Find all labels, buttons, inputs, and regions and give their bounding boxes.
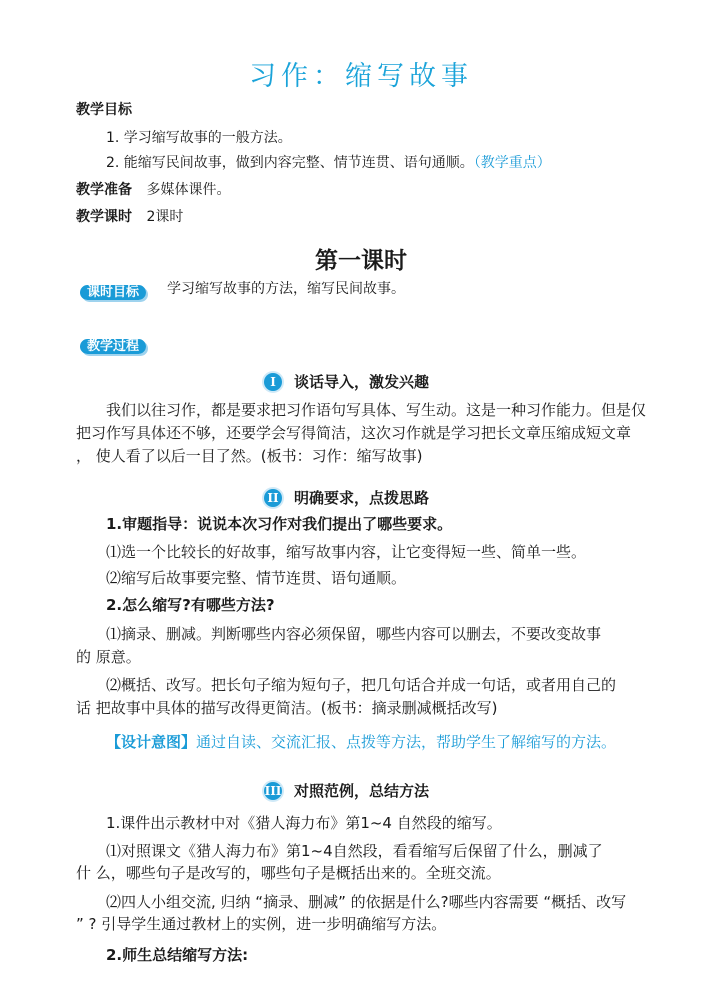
goal-item-1: 1. 学习缩写故事的一般方法。 — [106, 130, 292, 146]
section-1-line-2: 把习作写具体还不够，还要学会写得简洁，这次习作就是学习把长文章压缩成短文章 — [76, 424, 632, 442]
section-3-numeral: III — [264, 783, 282, 798]
section-1-header — [264, 371, 429, 392]
section-1-line-1: 我们以往习作，都是要求把习作语句写具体、写生动。这是一种习作能力。但是仅 — [106, 401, 647, 419]
section-2-r2: ⑵缩写后故事要完整、情节连贯、语句通顺。 — [106, 569, 407, 587]
section-1-line-3: ， 使人看了以后一目了然。(板书：习作：缩写故事) — [76, 447, 423, 465]
section-2-m1-line-2: 的 原意。 — [76, 648, 141, 666]
lesson-goal-row — [80, 281, 146, 300]
section-1-title: 谈话导入，激发兴趣 — [294, 373, 430, 391]
section-1-numeral: I — [264, 373, 282, 391]
prep-row — [76, 179, 230, 201]
section-2-header — [264, 487, 429, 508]
section-2-r1: ⑴选一个比较长的好故事，缩写故事内容，让它变得短一些、简单一些。 — [106, 543, 587, 561]
section-2-q1: 1.审题指导：说说本次习作对我们提出了哪些要求。 — [106, 515, 453, 533]
key-point-note: （教学重点） — [473, 155, 551, 171]
section-3-p3-line-1: ⑵四人小组交流, 归纳 “摘录、删减” 的依据是什么?哪些内容需要 “概括、改写 — [106, 893, 627, 911]
goal-item-2-text: 2. 能缩写民间故事，做到内容完整、情节连贯、语句通顺。 — [106, 155, 474, 171]
section-3-p3-line-2: ” ? 引导学生通过教材上的实例，进一步明确缩写方法。 — [76, 915, 447, 933]
section-3-title: 对照范例，总结方法 — [294, 782, 430, 800]
prep-label: 教学准备 — [76, 182, 132, 198]
section-3-p2-line-1: ⑴对照课文《猎人海力布》第1~4自然段，看看缩写后保留了什么，删减了 — [106, 842, 603, 860]
lesson-title: 第一课时 — [315, 247, 407, 274]
process-tag: 教学过程 — [80, 339, 146, 354]
design-intent-text: 通过自读、交流汇报、点拨等方法，帮助学生了解缩写的方法。 — [196, 733, 617, 751]
section-2-q2: 2.怎么缩写?有哪些方法? — [106, 596, 275, 614]
section-2-m2-line-1: ⑵概括、改写。把长句子缩为短句子，把几句话合并成一句话，或者用自己的 — [106, 676, 617, 694]
section-2-numeral: II — [264, 489, 282, 507]
lesson-goal-text: 学习缩写故事的方法，缩写民间故事。 — [167, 281, 405, 297]
design-intent-label: 【设计意图】 — [106, 733, 197, 751]
section-3-header — [264, 780, 429, 801]
section-2-m2-line-2: 话 把故事中具体的描写改得更简洁。(板书：摘录删减概括改写) — [76, 699, 498, 717]
page-title: 习作：缩写故事 — [249, 61, 473, 92]
hours-label: 教学课时 — [76, 209, 132, 225]
process-row — [80, 335, 146, 354]
section-2-m1-line-1: ⑴摘录、删减。判断哪些内容必须保留，哪些内容可以删去，不要改变故事 — [106, 625, 602, 643]
goal-item-2 — [106, 152, 551, 174]
hours-row — [76, 206, 183, 228]
prep-value: 多媒体课件。 — [146, 182, 231, 198]
design-intent — [106, 731, 616, 754]
lesson-goal-tag: 课时目标 — [80, 285, 146, 300]
section-3-p4: 2.师生总结缩写方法: — [106, 946, 249, 964]
section-3-p2-line-2: 什 么，哪些句子是改写的，哪些句子是概括出来的。全班交流。 — [76, 864, 501, 882]
section-2-title: 明确要求，点拨思路 — [294, 489, 430, 507]
hours-value: 2课时 — [146, 209, 184, 225]
goals-label: 教学目标 — [76, 102, 132, 118]
section-3-p1: 1.课件出示教材中对《猎人海力布》第1~4 自然段的缩写。 — [106, 814, 502, 832]
